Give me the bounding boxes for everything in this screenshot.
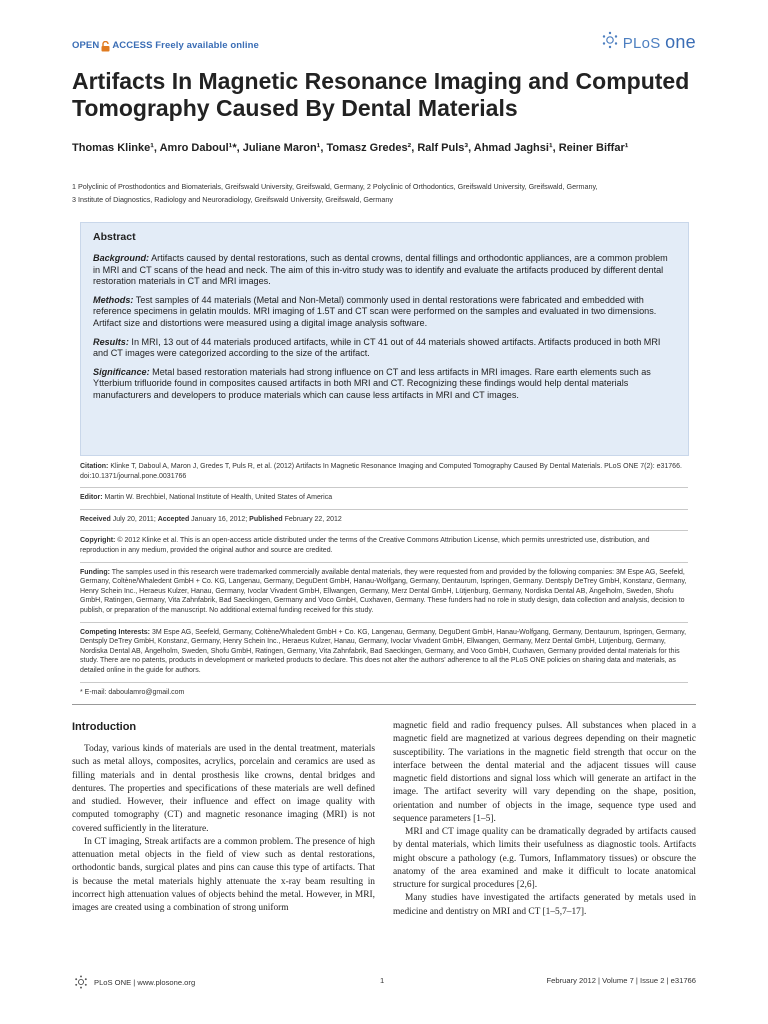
one-logo-text: one [665, 32, 696, 52]
editor [80, 493, 688, 503]
abstract-background [93, 253, 676, 288]
abstract-heading: Abstract [93, 231, 136, 243]
open-access-label: OPEN [72, 40, 100, 51]
paragraph: MRI and CT image quality can be dramatically degraded by artifacts caused by dental materials, which limits their usefulness as diagnostic tools. Artifacts might obscure a pathology (e.g. Tumors, Inflammatory tissues) or obscure the anatomy of the area examined and make it difficult to locate anatomical structure for surgical procedures [2,6]. [393, 827, 696, 890]
affiliation-line: 3 Institute of Diagnostics, Radiology and Neuroradiology, Greifswald University, Greifswald, Germany [72, 195, 393, 204]
background-label: Background: [93, 253, 150, 263]
competing-label: Competing Interests: [80, 628, 151, 636]
background-text: Artifacts caused by dental restorations, such as dental crowns, dental fillings and orthodontic appliances, are a common problem in MRI and CT scans of the head and neck. The aim of this in-vitro study was to identify and evaluate the artifacts produced by different dental restoration materials in CT and MRI images. [93, 253, 668, 287]
published-label: Published [249, 515, 283, 523]
copyright [80, 536, 688, 555]
significance-text: Metal based restoration materials had strong influence on CT and less artifacts in MRI images. Rare earth elements such as Ytterbium trifluoride found in composites caused artifacts in both MRI and CT. Recognizing these findings would help dental materials manufacturers and developers to produce materials which can cause less artifacts in MRI and CT images. [93, 366, 651, 400]
affiliations [72, 180, 712, 206]
body-column-right [393, 720, 696, 919]
received-date: July 20, 2011; [110, 515, 158, 523]
abstract-methods [93, 295, 676, 330]
article-title: Artifacts In Magnetic Resonance Imaging and Computed Tomography Caused By Dental Materials [72, 68, 690, 121]
author-list: Thomas Klinke¹, Amro Daboul¹*, Juliane Maron¹, Tomasz Gredes², Ralf Puls³, Ahmad Jaghsi¹, Reiner Biffar¹ [72, 142, 629, 154]
divider [80, 530, 688, 531]
divider [80, 509, 688, 510]
body-column-left [72, 718, 375, 915]
citation-label: Citation: [80, 463, 109, 470]
paragraph: In CT imaging, Streak artifacts are a common problem. The presence of high attenuation metal objects in the field of view such as dental restorations, orthodontic bands, surgical plates and pins can cause this type of artifacts. That is because the metal materials highly attenuate the x-ray beam resulting in incorrect high attenuation values of objects behind the metal. However, in MRI, images are created using a combination of strong uniform [72, 836, 375, 913]
issue-info: February 2012 | Volume 7 | Issue 2 | e31766 [546, 976, 696, 985]
introduction-heading: Introduction [72, 721, 137, 733]
open-access-banner [72, 40, 259, 51]
competing-text: 3M Espe AG, Seefeld, Germany, Coltène/Whaledent GmbH + Co. KG, Langenau, Germany, DeguDent GmbH, Hanau-Wolfgang, Germany, Dentaurum, Ispringen, Germany, Dentsply DeTrey GmbH, Konstanz, Germany, Henry Schein Inc., Heraeus Kulzer, Hanau, Germany, Ivoclar Vivadent GmbH, Ellwangen, Germany, Merz Dental GmbH, Lütjenburg, Germany, Nordiska Dental AB, Ängelholm, Sweden, Shofu GmbH, Ratingen, Germany, Vita Zahnfabrik, Bad Saeckingen, Germany, and Voco GmbH, Cuxhaven, Germany provided dental materials for this study. There are no patents, products in development or marketed products to declare. This does not alter the authors' adherence to all the PLoS ONE policies on sharing data and materials, as detailed online in the guide for authors. [80, 628, 687, 674]
page-footer [72, 974, 696, 990]
citation [80, 462, 688, 481]
abstract-significance [93, 367, 676, 402]
access-free-label: ACCESS Freely available online [112, 40, 259, 51]
dates [80, 515, 688, 525]
article-metadata [80, 462, 688, 702]
results-text: In MRI, 13 out of 44 materials produced artifacts, while in CT 41 out of 44 materials showed artifacts. Artifacts produced in both MRI and CT images were categorized according to the size of the artifact. [93, 336, 661, 359]
methods-label: Methods: [93, 294, 134, 305]
divider [80, 562, 688, 563]
copyright-text: © 2012 Klinke et al. This is an open-access article distributed under the terms of the Creative Commons Attribution License, which permits unrestricted use, distribution, and reproduction in any medium, provided the original author and source are credited. [80, 537, 650, 554]
paragraph: Many studies have investigated the artifacts generated by metals used in medicine and dentistry on MRI and CT [1–5,7–17]. [393, 893, 696, 917]
results-label: Results: [93, 336, 129, 347]
funding [80, 568, 688, 616]
funding-label: Funding: [80, 568, 110, 576]
section-divider [72, 704, 696, 705]
divider [80, 487, 688, 488]
corresponding-email[interactable]: * E-mail: daboulamro@gmail.com [80, 688, 185, 696]
published-date: February 22, 2012 [282, 515, 342, 523]
funding-text: The samples used in this research were trademarked commercially available dental materials, they were requested from and provided by the following companies: 3M Espe AG, Seefeld, Germany, Coltène/Whaledent GmbH + Co. KG, Langenau, Germany, DeguDent GmbH, Hanau-Wolfgang, Germany, Dentaurum, Ispringen, Germany. Dentsply DeTrey GmbH, Konstanz, Germany, Henry Schein Inc., Heraeus Kulzer, Hanau, Germany, Ivoclar Vivadent GmbH, Ellwangen, Germany, Merz Dental GmbH, Lütjenburg, Germany, Nordiska Dental AB, Ängelholm, Sweden, Shofu GmbH, Ratingen, Germany, Vita Zahnfabrik, Bad Saeckingen, Germany and Voco GmbH, Cuxhaven, Germany. These funders had no role in study design, data collection and analysis, decision to publish, or preparation of the manuscript. No additional external funding received for this study. [80, 568, 687, 614]
page-number: 1 [380, 976, 385, 985]
editor-label: Editor: [80, 494, 103, 502]
affiliation-line: 1 Polyclinic of Prosthodontics and Biomaterials, Greifswald University, Greifswald, Germany, 2 Polyclinic of Orthodontics, Greifswald University, Greifswald, Germany, [72, 182, 598, 191]
citation-text: Klinke T, Daboul A, Maron J, Gredes T, Puls R, et al. (2012) Artifacts In Magnetic Resonance Imaging and Computed Tomography Caused By Dental Materials. PLoS ONE 7(2): e31766. doi:10.1371/journal.pone.0031766 [80, 463, 682, 480]
competing-interests [80, 628, 688, 676]
methods-text: Test samples of 44 materials (Metal and Non-Metal) commonly used in dental restorations were fabricated and embedded with reference specimens in gelatin moulds. MRI imaging of 1.5T and CT scan were performed on the samples and evaluated in two dimensions. Artifact size and distortions were measured using a digital image analysis software. [93, 294, 657, 328]
divider [80, 622, 688, 623]
plos-logo-text: PLoS [622, 35, 661, 52]
received-label: Received [80, 515, 111, 523]
significance-label: Significance: [93, 366, 150, 377]
abstract-results [93, 337, 676, 360]
journal-header [72, 32, 696, 60]
copyright-label: Copyright: [80, 537, 116, 545]
paragraph: Today, various kinds of materials are used in the dental treatment, materials such as metal alloys, composites, acrylics, porcelain and ceramics are used as filling materials and in dental prosthesis like crowns, dental bridges and dentures. The properties and specifications of these materials are well defined and studied. However, their influence and effect on image quality with computed tomography (CT) and magnetic resonance imaging (MRI) is not covered sufficiently in the literature. [72, 744, 375, 834]
abstract-box [80, 222, 689, 456]
open-lock-icon [101, 41, 110, 51]
divider [80, 682, 688, 683]
plos-logo-icon [600, 30, 620, 55]
plos-one-logo [600, 30, 696, 55]
footer-journal [72, 974, 195, 990]
accepted-label: Accepted [157, 515, 190, 523]
footer-journal-url[interactable]: PLoS ONE | www.plosone.org [94, 977, 196, 987]
plos-footer-icon [72, 974, 94, 990]
paragraph: magnetic field and radio frequency pulses. All substances when placed in a magnetic field are magnetized at various degrees depending on their magnetic susceptibility. The variations in the magnetic field strength that occur on the interface between the dental material and the adjacent tissues will cause magnetic field distortions and signal loss which will generate an artifact in the image. The artifact severity will vary depending on the shape, position, orientation and number of objects in the image, sequence type used and sequence parameters [1–5]. [393, 721, 696, 824]
editor-text: Martin W. Brechbiel, National Institute of Health, United States of America [102, 494, 333, 502]
accepted-date: January 16, 2012; [189, 515, 250, 523]
